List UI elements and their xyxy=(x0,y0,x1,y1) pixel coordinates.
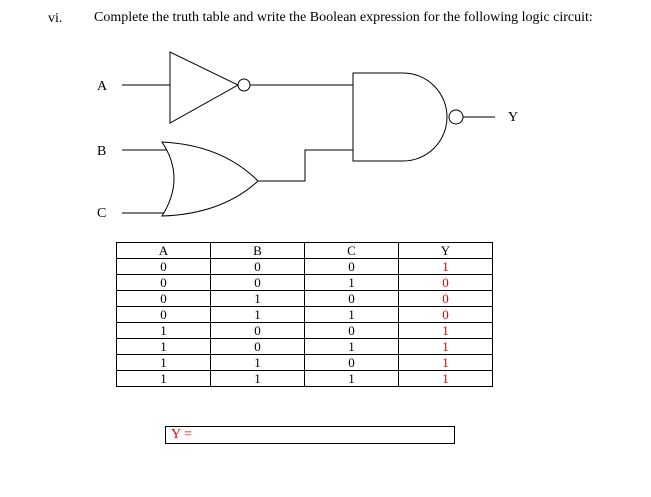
input-label-c: C xyxy=(97,206,107,221)
table-row xyxy=(117,323,493,339)
cell-y: 0 xyxy=(399,291,493,307)
table-row xyxy=(117,291,493,307)
wire-or-out xyxy=(258,150,353,181)
not-gate-bubble xyxy=(238,79,250,91)
cell-c: 0 xyxy=(305,259,399,275)
cell-b: 1 xyxy=(211,291,305,307)
cell-c: 1 xyxy=(305,275,399,291)
table-row xyxy=(117,259,493,275)
cell-a: 0 xyxy=(117,291,211,307)
question-number: vi. xyxy=(48,11,63,26)
cell-b: 0 xyxy=(211,323,305,339)
cell-a: 1 xyxy=(117,323,211,339)
cell-b: 1 xyxy=(211,371,305,387)
cell-y: 1 xyxy=(399,259,493,275)
header-c: C xyxy=(305,243,399,259)
nand-gate-bubble xyxy=(449,110,463,124)
cell-a: 0 xyxy=(117,307,211,323)
cell-b: 0 xyxy=(211,275,305,291)
answer-box[interactable] xyxy=(165,426,455,444)
truth-table-header xyxy=(117,243,493,259)
table-row xyxy=(117,307,493,323)
header-y: Y xyxy=(399,243,493,259)
cell-b: 0 xyxy=(211,339,305,355)
cell-c: 0 xyxy=(305,355,399,371)
cell-a: 0 xyxy=(117,259,211,275)
question-text: Complete the truth table and write the Boolean expression for the following logic circuit: xyxy=(94,10,593,25)
or-gate xyxy=(162,142,258,216)
output-label-y: Y xyxy=(508,110,519,125)
header-a: A xyxy=(117,243,211,259)
cell-a: 1 xyxy=(117,371,211,387)
cell-b: 1 xyxy=(211,307,305,323)
table-row xyxy=(117,371,493,387)
nand-gate xyxy=(353,73,447,161)
cell-a: 0 xyxy=(117,275,211,291)
table-row xyxy=(117,275,493,291)
cell-c: 1 xyxy=(305,339,399,355)
not-gate xyxy=(170,52,238,123)
truth-table xyxy=(116,242,493,387)
cell-y: 1 xyxy=(399,355,493,371)
cell-c: 0 xyxy=(305,323,399,339)
answer-label: Y = xyxy=(171,427,192,442)
table-row xyxy=(117,355,493,371)
header-b: B xyxy=(211,243,305,259)
cell-b: 1 xyxy=(211,355,305,371)
cell-c: 1 xyxy=(305,371,399,387)
cell-y: 1 xyxy=(399,323,493,339)
cell-c: 1 xyxy=(305,307,399,323)
cell-y: 0 xyxy=(399,275,493,291)
input-label-a: A xyxy=(97,79,108,94)
cell-b: 0 xyxy=(211,259,305,275)
cell-a: 1 xyxy=(117,339,211,355)
cell-y: 0 xyxy=(399,307,493,323)
cell-a: 1 xyxy=(117,355,211,371)
input-label-b: B xyxy=(97,144,107,159)
logic-circuit-diagram xyxy=(0,0,651,240)
cell-y: 1 xyxy=(399,339,493,355)
table-row xyxy=(117,339,493,355)
cell-y: 1 xyxy=(399,371,493,387)
cell-c: 0 xyxy=(305,291,399,307)
